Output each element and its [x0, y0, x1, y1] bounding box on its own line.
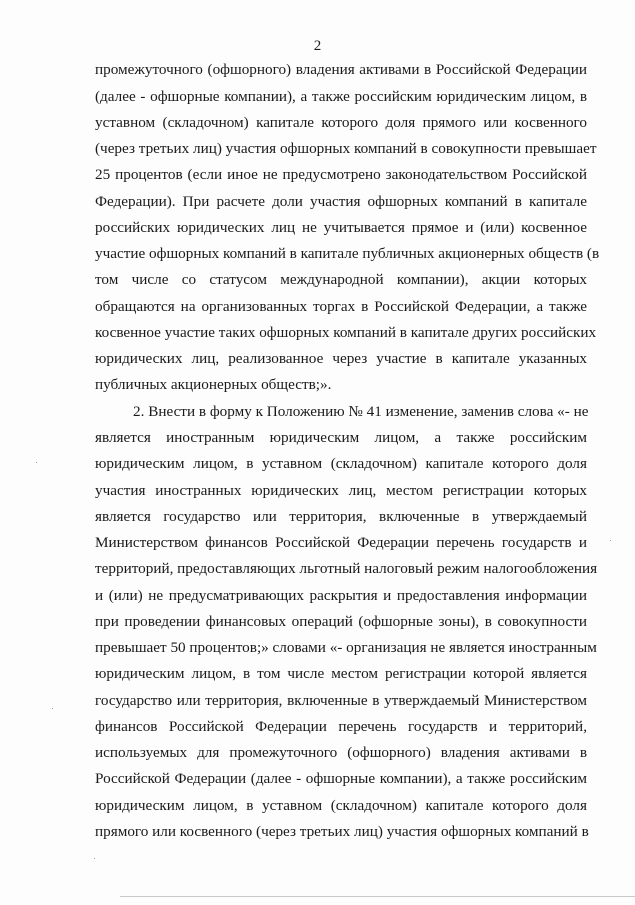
- text-line: участия иностранных юридических лиц, местом регистрации которых: [95, 482, 587, 499]
- text-line: государство или территория, включенные в утверждаемый Министерством: [95, 692, 587, 709]
- text-line: прямого или косвенного (через третьих лиц) участия офшорных компаний в: [95, 823, 589, 840]
- text-line: юридических лиц, реализованное через участие в капитале указанных: [95, 350, 587, 367]
- text-line: и (или) не предусматривающих раскрытия и предоставления информации: [95, 587, 587, 604]
- text-line: при проведении финансовых операций (офшорные зоны), в совокупности: [95, 613, 587, 630]
- text-line: является иностранным юридическим лицом, а также российским: [95, 429, 587, 446]
- text-line: юридическим лицом, в уставном (складочном) капитале которого доля: [95, 455, 587, 472]
- page-number: 2: [313, 38, 322, 54]
- text-line: юридическим лицом, в том числе местом регистрации которой является: [95, 665, 587, 682]
- text-line: используемых для промежуточного (офшорного) владения активами в: [95, 744, 587, 761]
- scan-speck: [52, 708, 53, 709]
- text-line: 25 процентов (если иное не предусмотрено законодательством Российской: [95, 166, 587, 183]
- text-line: финансов Российской Федерации перечень государств и территорий,: [95, 718, 587, 735]
- paragraph-first-line: 2. Внести в форму к Положению № 41 изменение, заменив слова «- не: [133, 403, 589, 420]
- scan-speck: [94, 858, 95, 859]
- text-line: является государство или территория, включенные в утверждаемый: [95, 508, 587, 525]
- scan-speck: [36, 462, 37, 463]
- text-line: участие офшорных компаний в капитале публичных акционерных обществ (в: [95, 245, 600, 262]
- text-line: промежуточного (офшорного) владения активами в Российской Федерации: [95, 61, 587, 78]
- text-line: том числе со статусом международной компании), акции которых: [95, 271, 587, 288]
- text-line: Российской Федерации (далее - офшорные компании), а также российским: [95, 770, 587, 787]
- text-line: (далее - офшорные компании), а также российским юридическим лицом, в: [95, 88, 587, 105]
- text-line: публичных акционерных обществ;».: [95, 376, 332, 393]
- scan-speck: [610, 540, 611, 541]
- text-line: территорий, предоставляющих льготный налоговый режим налогообложения: [95, 560, 598, 577]
- scan-bottom-edge: [120, 896, 635, 897]
- text-line: юридическим лицом, в уставном (складочном) капитале которого доля: [95, 797, 587, 814]
- text-line: Федерации). При расчете доли участия офшорных компаний в капитале: [95, 193, 587, 210]
- text-line: обращаются на организованных торгах в Российской Федерации, а также: [95, 298, 587, 315]
- text-line: российских юридических лиц не учитывается прямое и (или) косвенное: [95, 219, 587, 236]
- text-line: Министерством финансов Российской Федерации перечень государств и: [95, 534, 587, 551]
- text-line: (через третьих лиц) участия офшорных компаний в совокупности превышает: [95, 140, 597, 157]
- text-line: превышает 50 процентов;» словами «- организация не является иностранным: [95, 639, 597, 656]
- text-line: косвенное участие таких офшорных компаний в капитале других российских: [95, 324, 597, 341]
- text-line: уставном (складочном) капитале которого доля прямого или косвенного: [95, 114, 587, 131]
